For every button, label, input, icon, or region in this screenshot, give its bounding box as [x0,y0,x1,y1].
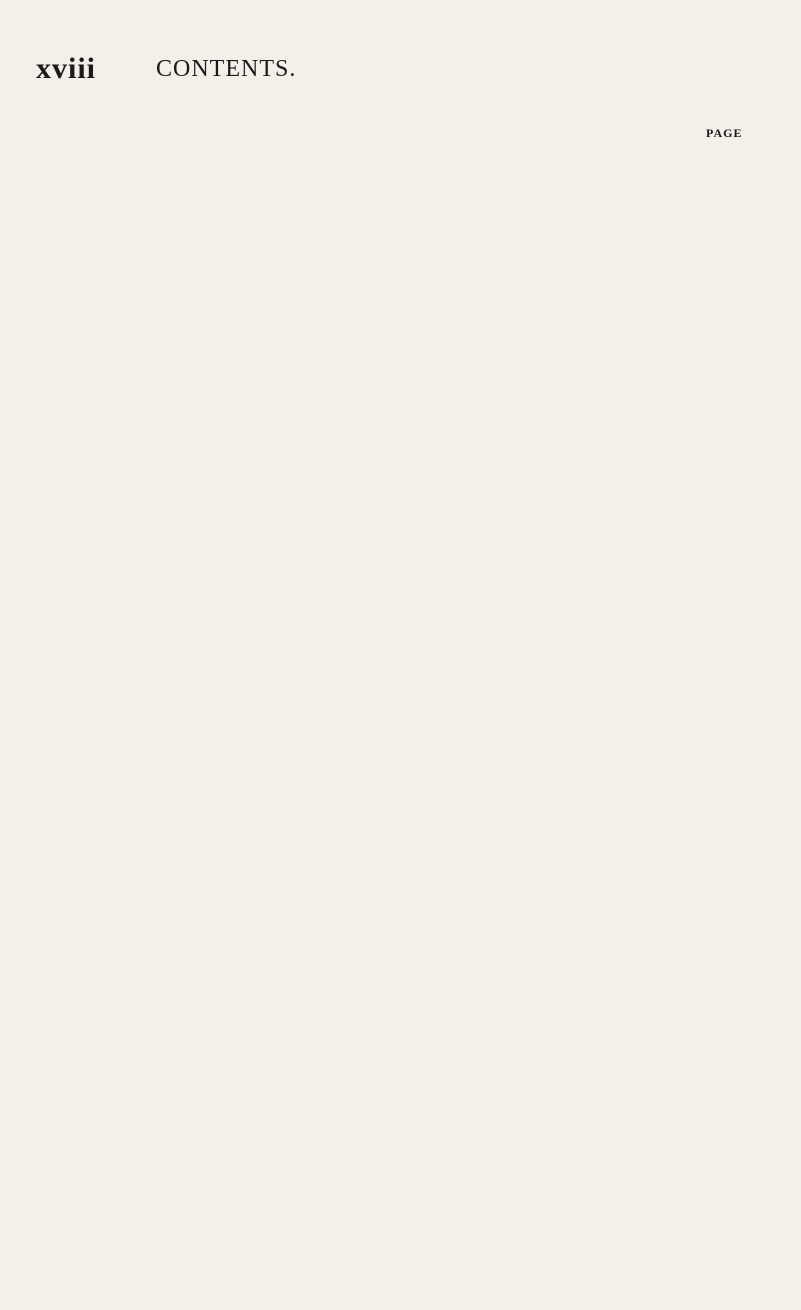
page-column-label: PAGE [706,126,743,140]
page-header [36,52,776,92]
page-title: CONTENTS. [156,56,297,82]
page-number: xviii [36,52,97,85]
